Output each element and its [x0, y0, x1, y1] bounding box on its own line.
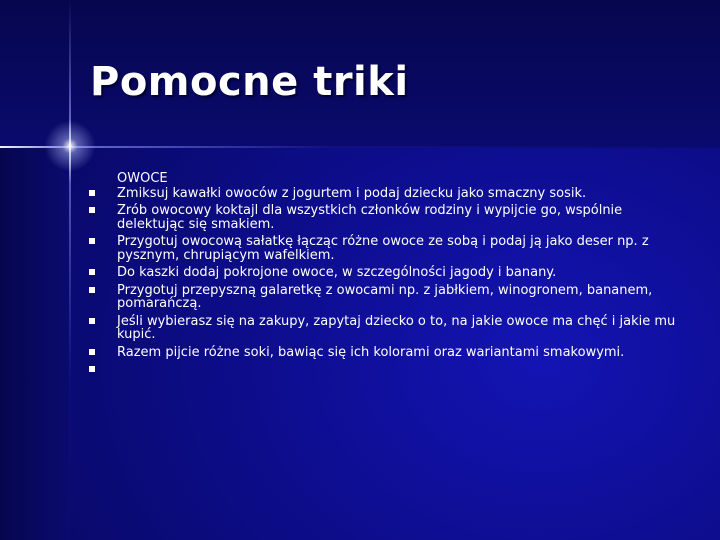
list-item-text: Zmiksuj kawałki owoców z jogurtem i podaj dziecku jako smaczny sosik. — [117, 185, 587, 201]
left-band — [0, 148, 70, 540]
square-bullet-icon — [89, 349, 95, 355]
vertical-light-line — [69, 0, 71, 540]
list-item — [88, 284, 688, 311]
list-item-text: Zrób owocowy koktajl dla wszystkich członków rodziny i wypijcie go, wspólnie delektując się smakiem. — [117, 203, 623, 232]
list-item — [88, 346, 688, 360]
list-item-text: Przygotuj przepyszną galaretkę z owocami np. z jabłkiem, winogronem, bananem, pomarańczą. — [117, 282, 653, 311]
list-item — [88, 266, 688, 280]
star-glow-icon — [40, 116, 100, 176]
square-bullet-icon — [89, 287, 95, 293]
list-item — [88, 363, 688, 377]
square-bullet-icon — [89, 366, 95, 372]
square-bullet-icon — [89, 190, 95, 196]
square-bullet-icon — [89, 238, 95, 244]
slide-title: Pomocne triki — [90, 59, 409, 105]
heading-text: OWOCE — [117, 171, 168, 186]
horizontal-light-line — [0, 146, 720, 148]
list-item-text — [117, 362, 121, 377]
list-item-text: Do kaszki dodaj pokrojone owoce, w szczególności jagody i banany. — [117, 265, 557, 280]
list-item — [88, 204, 688, 231]
list-item-text: Jeśli wybierasz się na zakupy, zapytaj dziecko o to, na jakie owoce ma chęć i jakie mu kupić. — [117, 313, 676, 342]
list-item-text: Przygotuj owocową sałatkę łącząc różne owoce ze sobą i podaj ją jako deser np. z pysznym, chrupiącym wafelkiem. — [117, 234, 649, 263]
list-item-text: Razem pijcie różne soki, bawiąc się ich kolorami oraz wariantami smakowymi. — [117, 344, 625, 360]
list-item — [88, 235, 688, 262]
square-bullet-icon — [89, 207, 95, 213]
square-bullet-icon — [89, 318, 95, 324]
list-item — [88, 315, 688, 342]
list-heading — [88, 172, 688, 186]
square-bullet-icon — [89, 269, 95, 275]
bullet-list — [88, 172, 688, 381]
list-item — [88, 187, 688, 201]
